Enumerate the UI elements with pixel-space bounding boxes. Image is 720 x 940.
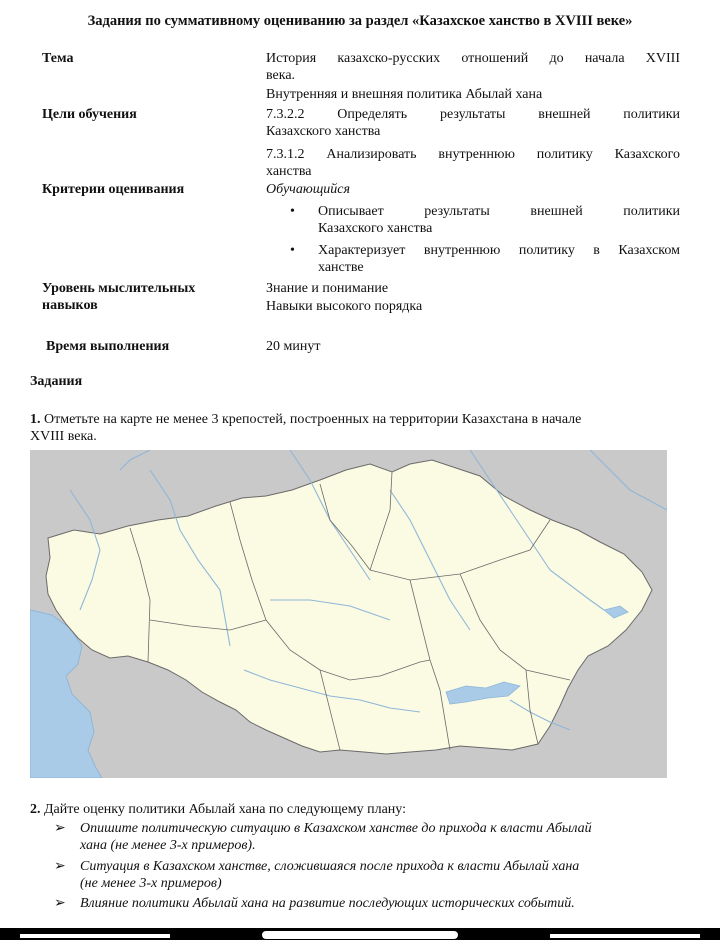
time-value: 20 минут: [266, 339, 321, 354]
bullet-icon: •: [290, 204, 295, 219]
level-value-1: Знание и понимание: [266, 281, 389, 296]
topic-value-3: Внутренняя и внешняя политика Абылай хана: [266, 87, 543, 102]
arrow-bullet-icon: ➢: [54, 896, 66, 911]
topic-value-2: века.: [266, 68, 296, 83]
bullet-icon: •: [290, 243, 295, 258]
page-title: Задания по суммативному оцениванию за раздел «Казахское ханство в XVIII веке»: [87, 13, 633, 29]
level-label-2: навыков: [42, 298, 98, 313]
nav-back-icon[interactable]: [20, 934, 170, 938]
arrow-bullet-icon: ➢: [54, 859, 66, 874]
topic-label: Тема: [42, 51, 74, 66]
task-2-number: 2.: [30, 802, 41, 817]
nav-home-icon[interactable]: [262, 931, 458, 939]
task-1-text-cont: XVIII века.: [30, 429, 97, 444]
goal-2: 7.3.1.2 Анализировать внутреннюю политику Казахского: [266, 147, 680, 162]
goal-2-cont: ханства: [266, 164, 312, 179]
level-label-1: Уровень мыслительных: [42, 281, 196, 296]
topic-value-1: История казахско-русских отношений до начала XVIII: [266, 51, 680, 66]
nav-recent-icon[interactable]: [550, 934, 700, 938]
goal-1: 7.3.2.2 Определять результаты внешней политики: [266, 107, 680, 122]
goals-label: Цели обучения: [42, 107, 137, 122]
criteria-intro: Обучающийся: [266, 182, 351, 197]
goal-1-cont: Казахского ханства: [266, 124, 381, 139]
task-2-text: 2. Дайте оценку политики Абылай хана по следующему плану:: [30, 802, 406, 817]
level-value-2: Навыки высокого порядка: [266, 299, 423, 314]
arrow-bullet-icon: ➢: [54, 821, 66, 836]
task-1-text: 1. Отметьте на карте не менее 3 крепостей, построенных на территории Казахстана в начале: [30, 412, 582, 427]
time-label: Время выполнения: [46, 339, 170, 354]
tasks-heading: Задания: [30, 374, 83, 389]
map-svg: [30, 450, 667, 778]
document-page: Задания по суммативному оцениванию за раздел «Казахское ханство в XVIII веке» Тема История казахско-русских отношений до начала XVIII века. Внутренняя и внешняя политика Абылай хана Цели обучения 7.3.2.2 Определять результаты внешней политики Казахского ханства 7.3.1.2 Анализировать внутреннюю политику Казахского ханства Критерии оценивания Обучающийся • Описывает результаты внешней политики Казахского ханства • Характеризует внутреннюю политику в Казахском ханстве Уровень мыслительных навыков Знание и понимание Навыки высокого порядка Время выполнения 20 минут Задания 1. Отметьте на карте не менее 3 крепостей, построенных на территории Казахстана в начале XVIII века. 2. Дайте оценку политики Абылай хана по следующему плану: ➢ Опишите политическую ситуацию в Казахском ханстве до прихода к власти Абылай хана (не менее 3-х примеров). ➢ Ситуация в Казахском ханстве, сложившаяся после прихода к власти Абылай хана (не менее 3-х примеров) ➢ Влияние политики Абылай хана на развитие последующих исторических событий.: [0, 0, 720, 928]
task-1-number: 1.: [30, 412, 41, 427]
criteria-label: Критерии оценивания: [42, 182, 185, 197]
kazakhstan-contour-map[interactable]: [30, 450, 667, 778]
